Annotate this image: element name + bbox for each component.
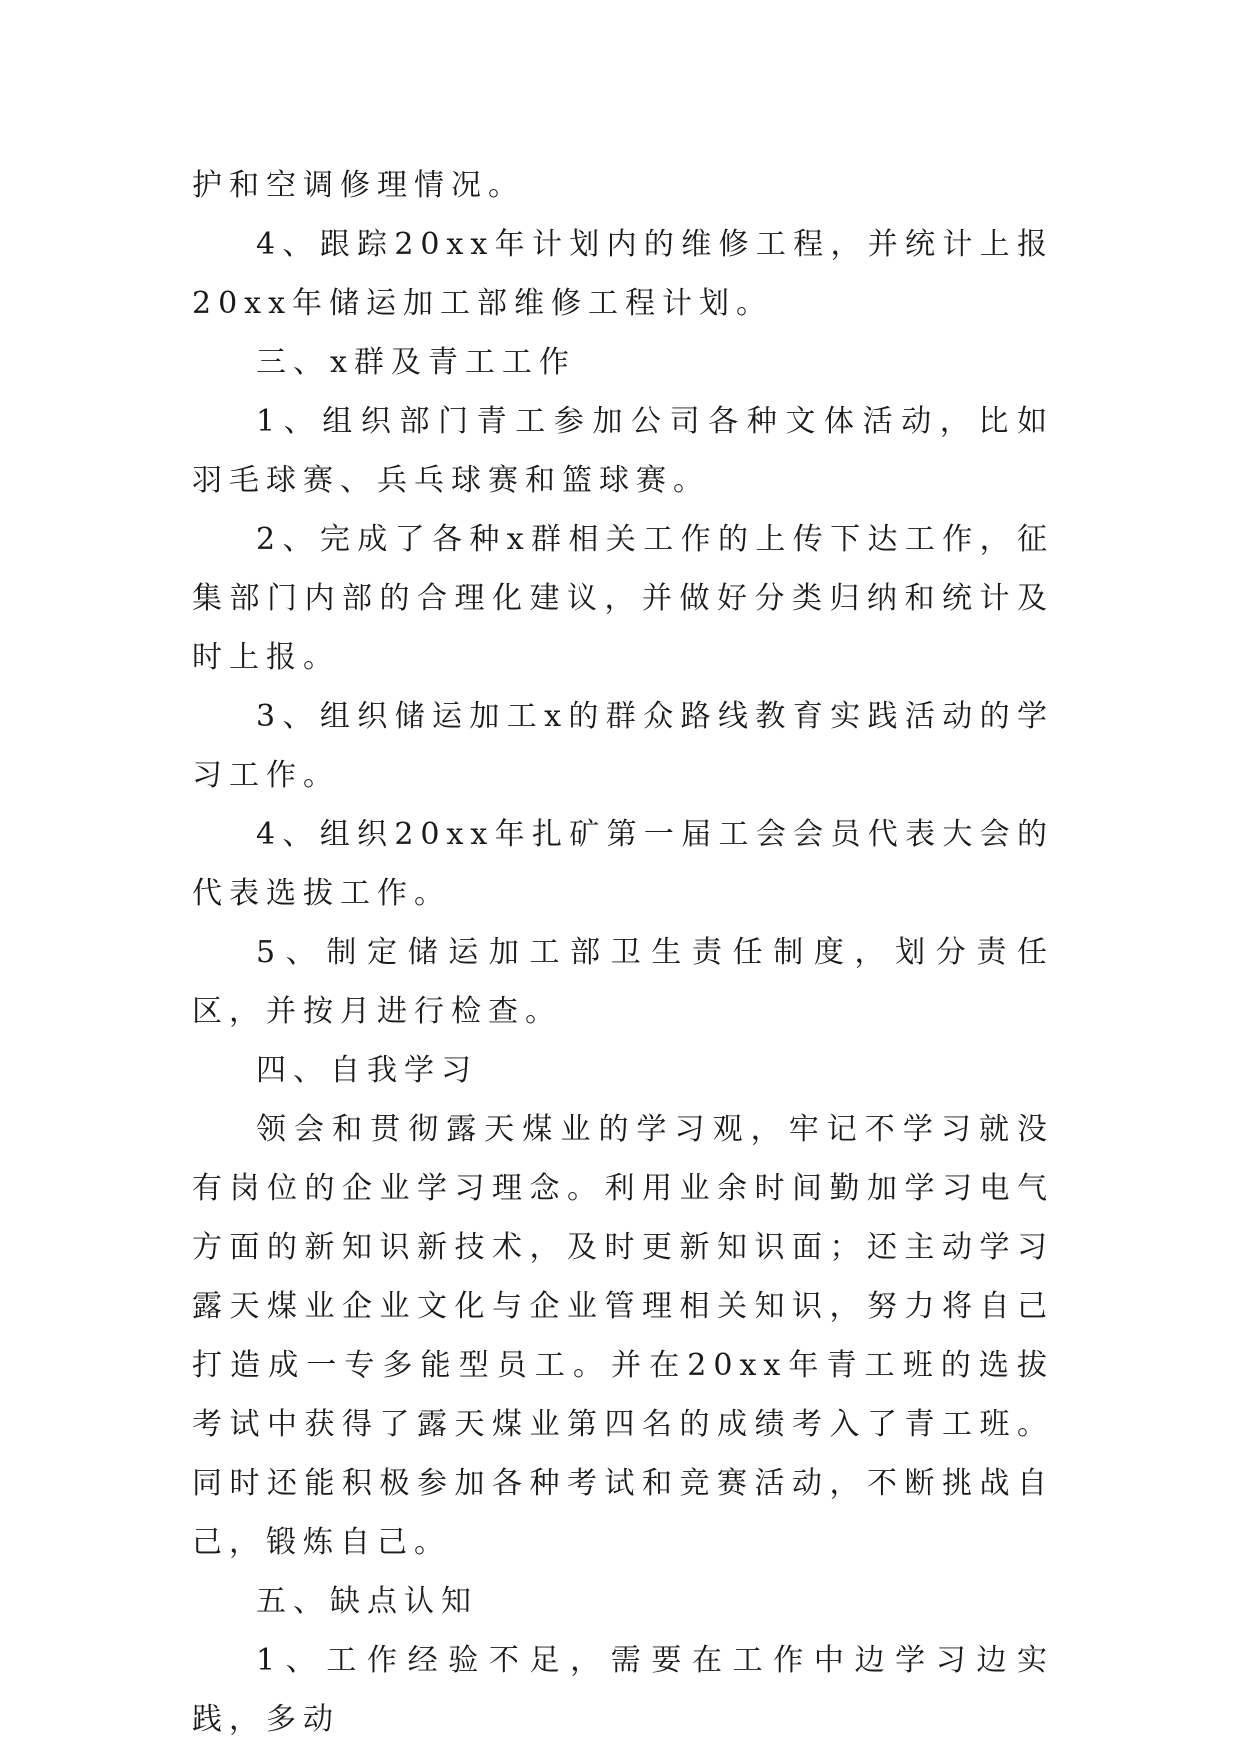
section-heading-3: 三、x群及青工工作 <box>256 345 576 380</box>
section-heading-4: 四、自我学习 <box>256 1053 478 1088</box>
paragraph-4: 1、组织部门青工参加公司各种文体活动，比如羽毛球赛、兵乓球赛和篮球赛。 <box>192 404 1054 498</box>
paragraph-7: 4、组织20xx年扎矿第一届工会会员代表大会的代表选拔工作。 <box>192 817 1054 911</box>
paragraph-6: 3、组织储运加工x的群众路线教育实践活动的学习工作。 <box>192 699 1054 793</box>
paragraph-5: 2、完成了各种x群相关工作的上传下达工作，征集部门内部的合理化建议，并做好分类归纳和统计及时上报。 <box>192 522 1054 675</box>
paragraph-10: 领会和贯彻露天煤业的学习观，牢记不学习就没有岗位的企业学习理念。利用业余时间勤加学习电气方面的新知识新技术，及时更新知识面；还主动学习露天煤业企业文化与企业管理相关知识，努力将自己打造成一专多能型员工。并在20xx年青工班的选拔考试中获得了露天煤业第四名的成绩考入了青工班。同时还能积极参加各种考试和竞赛活动，不断挑战自己，锻炼自己。 <box>192 1112 1054 1560</box>
paragraph-2: 4、跟踪20xx年计划内的维修工程，并统计上报20xx年储运加工部维修工程计划。 <box>192 227 1054 321</box>
document-body <box>192 156 1054 1749</box>
paragraph-8: 5、制定储运加工部卫生责任制度，划分责任区，并按月进行检查。 <box>192 935 1054 1029</box>
paragraph-12: 1、工作经验不足，需要在工作中边学习边实践，多动 <box>192 1643 1054 1737</box>
paragraph-1: 护和空调修理情况。 <box>192 168 525 203</box>
section-heading-5: 五、缺点认知 <box>256 1584 478 1619</box>
